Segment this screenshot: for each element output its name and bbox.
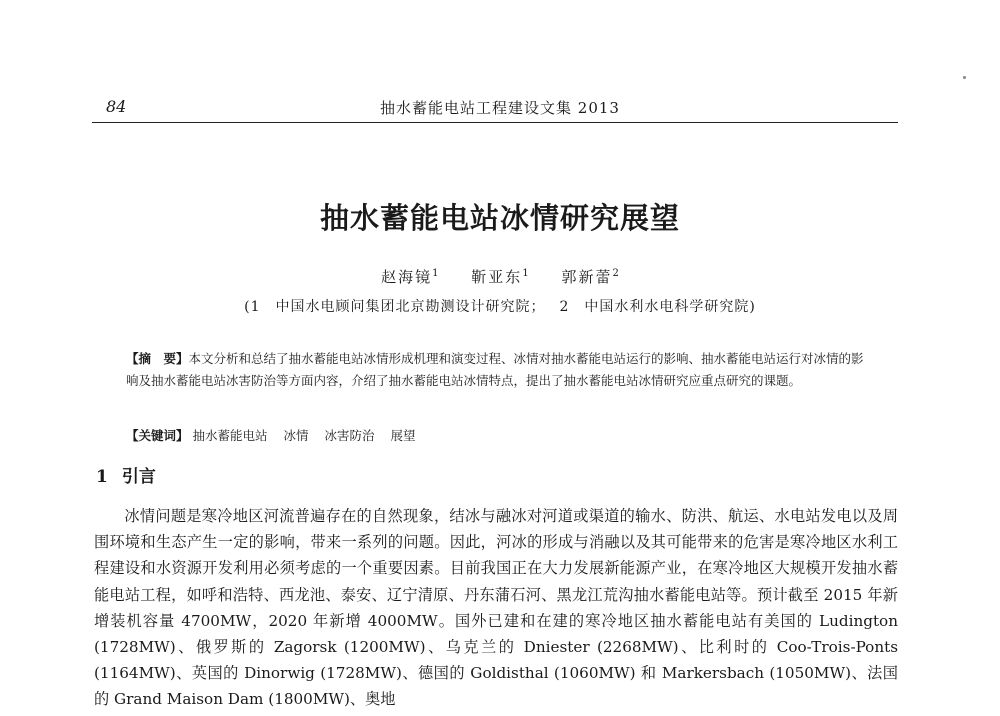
- author-affil-mark: 1: [522, 268, 529, 279]
- affil-close: ): [749, 299, 756, 315]
- abstract-label: 【摘 要】: [126, 351, 189, 366]
- body-paragraph: 冰情问题是寒冷地区河流普遍存在的自然现象，结冰与融冰对河道或渠道的输水、防洪、航运、水电站发电以及周围环境和生态产生一定的影响，带来一系列的问题。因此，河冰的形成与消融以及其可能带来的危害是寒冷地区水利工程建设和水资源开发利用必须考虑的一个重要因素。目前我国正在大力发展新能源产业，在寒冷地区大规模开发抽水蓄能电站工程，如呼和浩特、西龙池、泰安、辽宁清原、丹东蒲石河、黑龙江荒沟抽水蓄能电站等。预计截至 2015 年新增装机容量 4700MW，2020 年新增 4000MW。国外已建和在建的寒冷地区抽水蓄能电站有美国的 Ludington (1728MW)、俄罗斯的 Zagorsk (1200MW)、乌克兰的 Dniester (2268MW)、比利时的 Coo-Trois-Ponts (1164MW)、英国的 Dinorwig (1728MW)、德国的 Goldisthal (1060MW) 和 Markersbach (1050MW)、法国的 Grand Maison Dam (1800MW)、奥地: [94, 507, 898, 709]
- header-rule: [92, 122, 898, 123]
- author: [471, 268, 528, 286]
- author-list: [0, 266, 1000, 287]
- author-name: 靳亚东: [471, 268, 523, 286]
- author-name: 赵海镜: [381, 268, 433, 286]
- author-name: 郭新蕾: [561, 268, 613, 286]
- affiliations: [0, 296, 1000, 316]
- page-number: 84: [106, 97, 127, 116]
- author-affil-mark: 2: [612, 268, 619, 279]
- keywords: [126, 426, 428, 444]
- affil-item-1: 1 中国水电顾问集团北京勘测设计研究院；: [250, 299, 546, 315]
- body-text: [94, 503, 898, 713]
- running-title: 抽水蓄能电站工程建设文集 2013: [380, 99, 620, 117]
- scan-speck: [963, 76, 966, 79]
- keyword: 抽水蓄能电站: [192, 428, 268, 443]
- affil-open: (: [244, 299, 251, 315]
- article-title: 抽水蓄能电站冰情研究展望: [319, 201, 680, 235]
- keyword: 冰害防治: [324, 428, 375, 443]
- author-affil-mark: 1: [432, 268, 439, 279]
- section-heading: [96, 462, 156, 487]
- keyword: 冰情: [283, 428, 309, 443]
- author: [381, 268, 438, 286]
- section-title: 引言: [121, 467, 156, 487]
- section-number: 1: [96, 467, 108, 487]
- keyword: 展望: [390, 428, 416, 443]
- keywords-label: 【关键词】: [126, 428, 189, 443]
- author: [561, 268, 618, 286]
- abstract: [126, 348, 871, 392]
- abstract-text: 本文分析和总结了抽水蓄能电站冰情形成机理和演变过程、冰情对抽水蓄能电站运行的影响、抽水蓄能电站运行对冰情的影响及抽水蓄能电站冰害防治等方面内容，介绍了抽水蓄能电站冰情特点，提出了抽水蓄能电站冰情研究应重点研究的课题。: [126, 351, 864, 388]
- affil-item-2: 2 中国水利水电科学研究院: [559, 299, 750, 315]
